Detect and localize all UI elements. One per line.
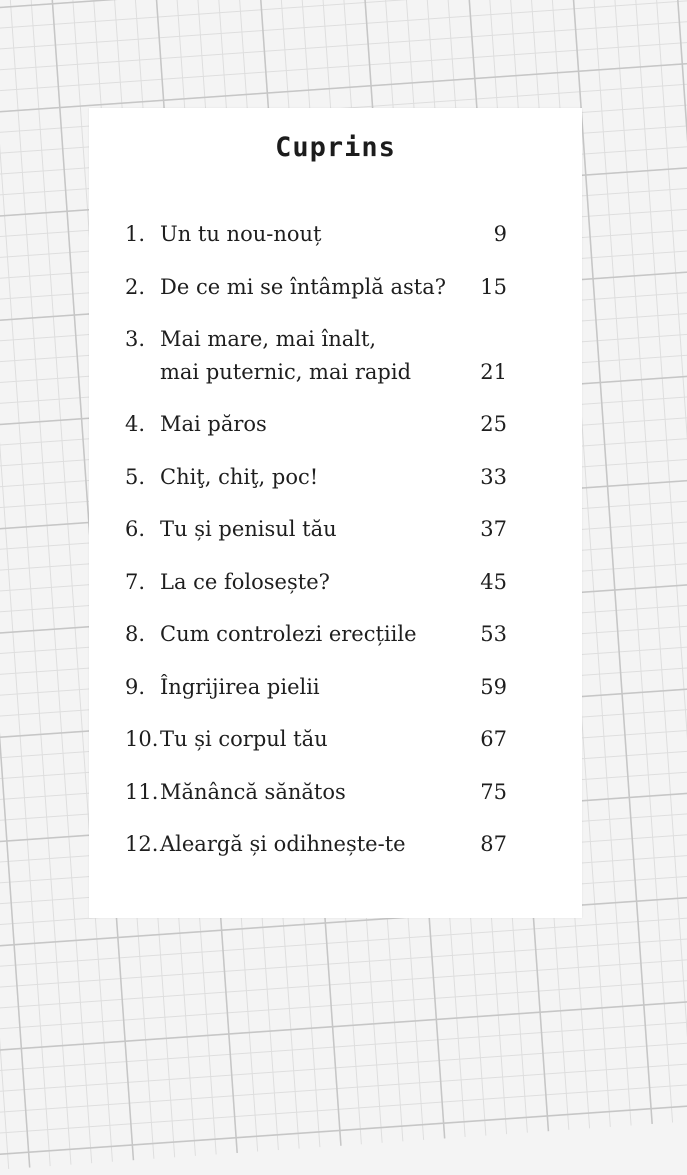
toc-number: 2.	[125, 274, 146, 299]
toc-entry-12	[125, 828, 507, 861]
toc-page-number: 15	[480, 274, 507, 299]
toc-number: 11.	[125, 779, 159, 804]
toc-page-number: 45	[480, 569, 507, 594]
toc-title: Mai mare, mai înalt, mai puternic, mai rapid	[160, 327, 412, 384]
toc-title: La ce folosește?	[160, 569, 330, 594]
toc-entry-7	[125, 566, 507, 599]
toc-entry-4	[125, 408, 507, 441]
contents-list	[125, 218, 507, 881]
toc-page-number: 87	[480, 832, 507, 856]
toc-title: Un tu nou-nouț	[160, 222, 322, 246]
toc-page-number: 53	[480, 622, 507, 646]
toc-entry-10	[125, 723, 507, 756]
toc-number: 9.	[125, 674, 146, 699]
toc-title: Mai păros	[160, 412, 267, 436]
toc-entry-5	[125, 461, 507, 494]
toc-entry-2	[125, 271, 507, 304]
toc-title: Mănâncă sănătos	[160, 779, 346, 804]
toc-entry-11	[125, 776, 507, 809]
toc-page-number: 9	[493, 222, 507, 246]
toc-entry-3	[125, 323, 507, 388]
toc-page-number: 25	[480, 412, 507, 436]
toc-title: Cum controlezi erecțiile	[160, 622, 417, 646]
toc-number: 3.	[125, 327, 146, 351]
toc-number: 4.	[125, 412, 146, 436]
toc-page-number: 67	[480, 727, 507, 751]
toc-entry-1	[125, 218, 507, 251]
toc-title: Aleargă și odihnește-te	[160, 832, 406, 856]
toc-entry-9	[125, 671, 507, 704]
toc-number: 10.	[125, 727, 159, 751]
toc-number: 1.	[125, 222, 146, 246]
toc-title: Îngrijirea pielii	[160, 674, 320, 699]
toc-number: 6.	[125, 517, 146, 541]
toc-title: Chiţ, chiţ, poc!	[160, 464, 319, 489]
toc-entry-8	[125, 618, 507, 651]
toc-title: De ce mi se întâmplă asta?	[160, 274, 446, 299]
toc-page-number: 33	[480, 464, 507, 489]
toc-number: 7.	[125, 569, 146, 594]
toc-title: Tu și penisul tău	[160, 517, 337, 541]
toc-title: Tu și corpul tău	[160, 727, 328, 751]
toc-page-number: 59	[480, 674, 507, 699]
toc-number: 8.	[125, 622, 146, 646]
contents-title: Cuprins	[275, 132, 396, 163]
toc-page-number: 75	[480, 779, 507, 804]
contents-page	[89, 108, 582, 918]
toc-page-number: 37	[480, 517, 507, 541]
toc-number: 5.	[125, 464, 146, 489]
toc-page-number: 21	[480, 359, 507, 384]
toc-number: 12.	[125, 832, 159, 856]
toc-entry-6	[125, 513, 507, 546]
